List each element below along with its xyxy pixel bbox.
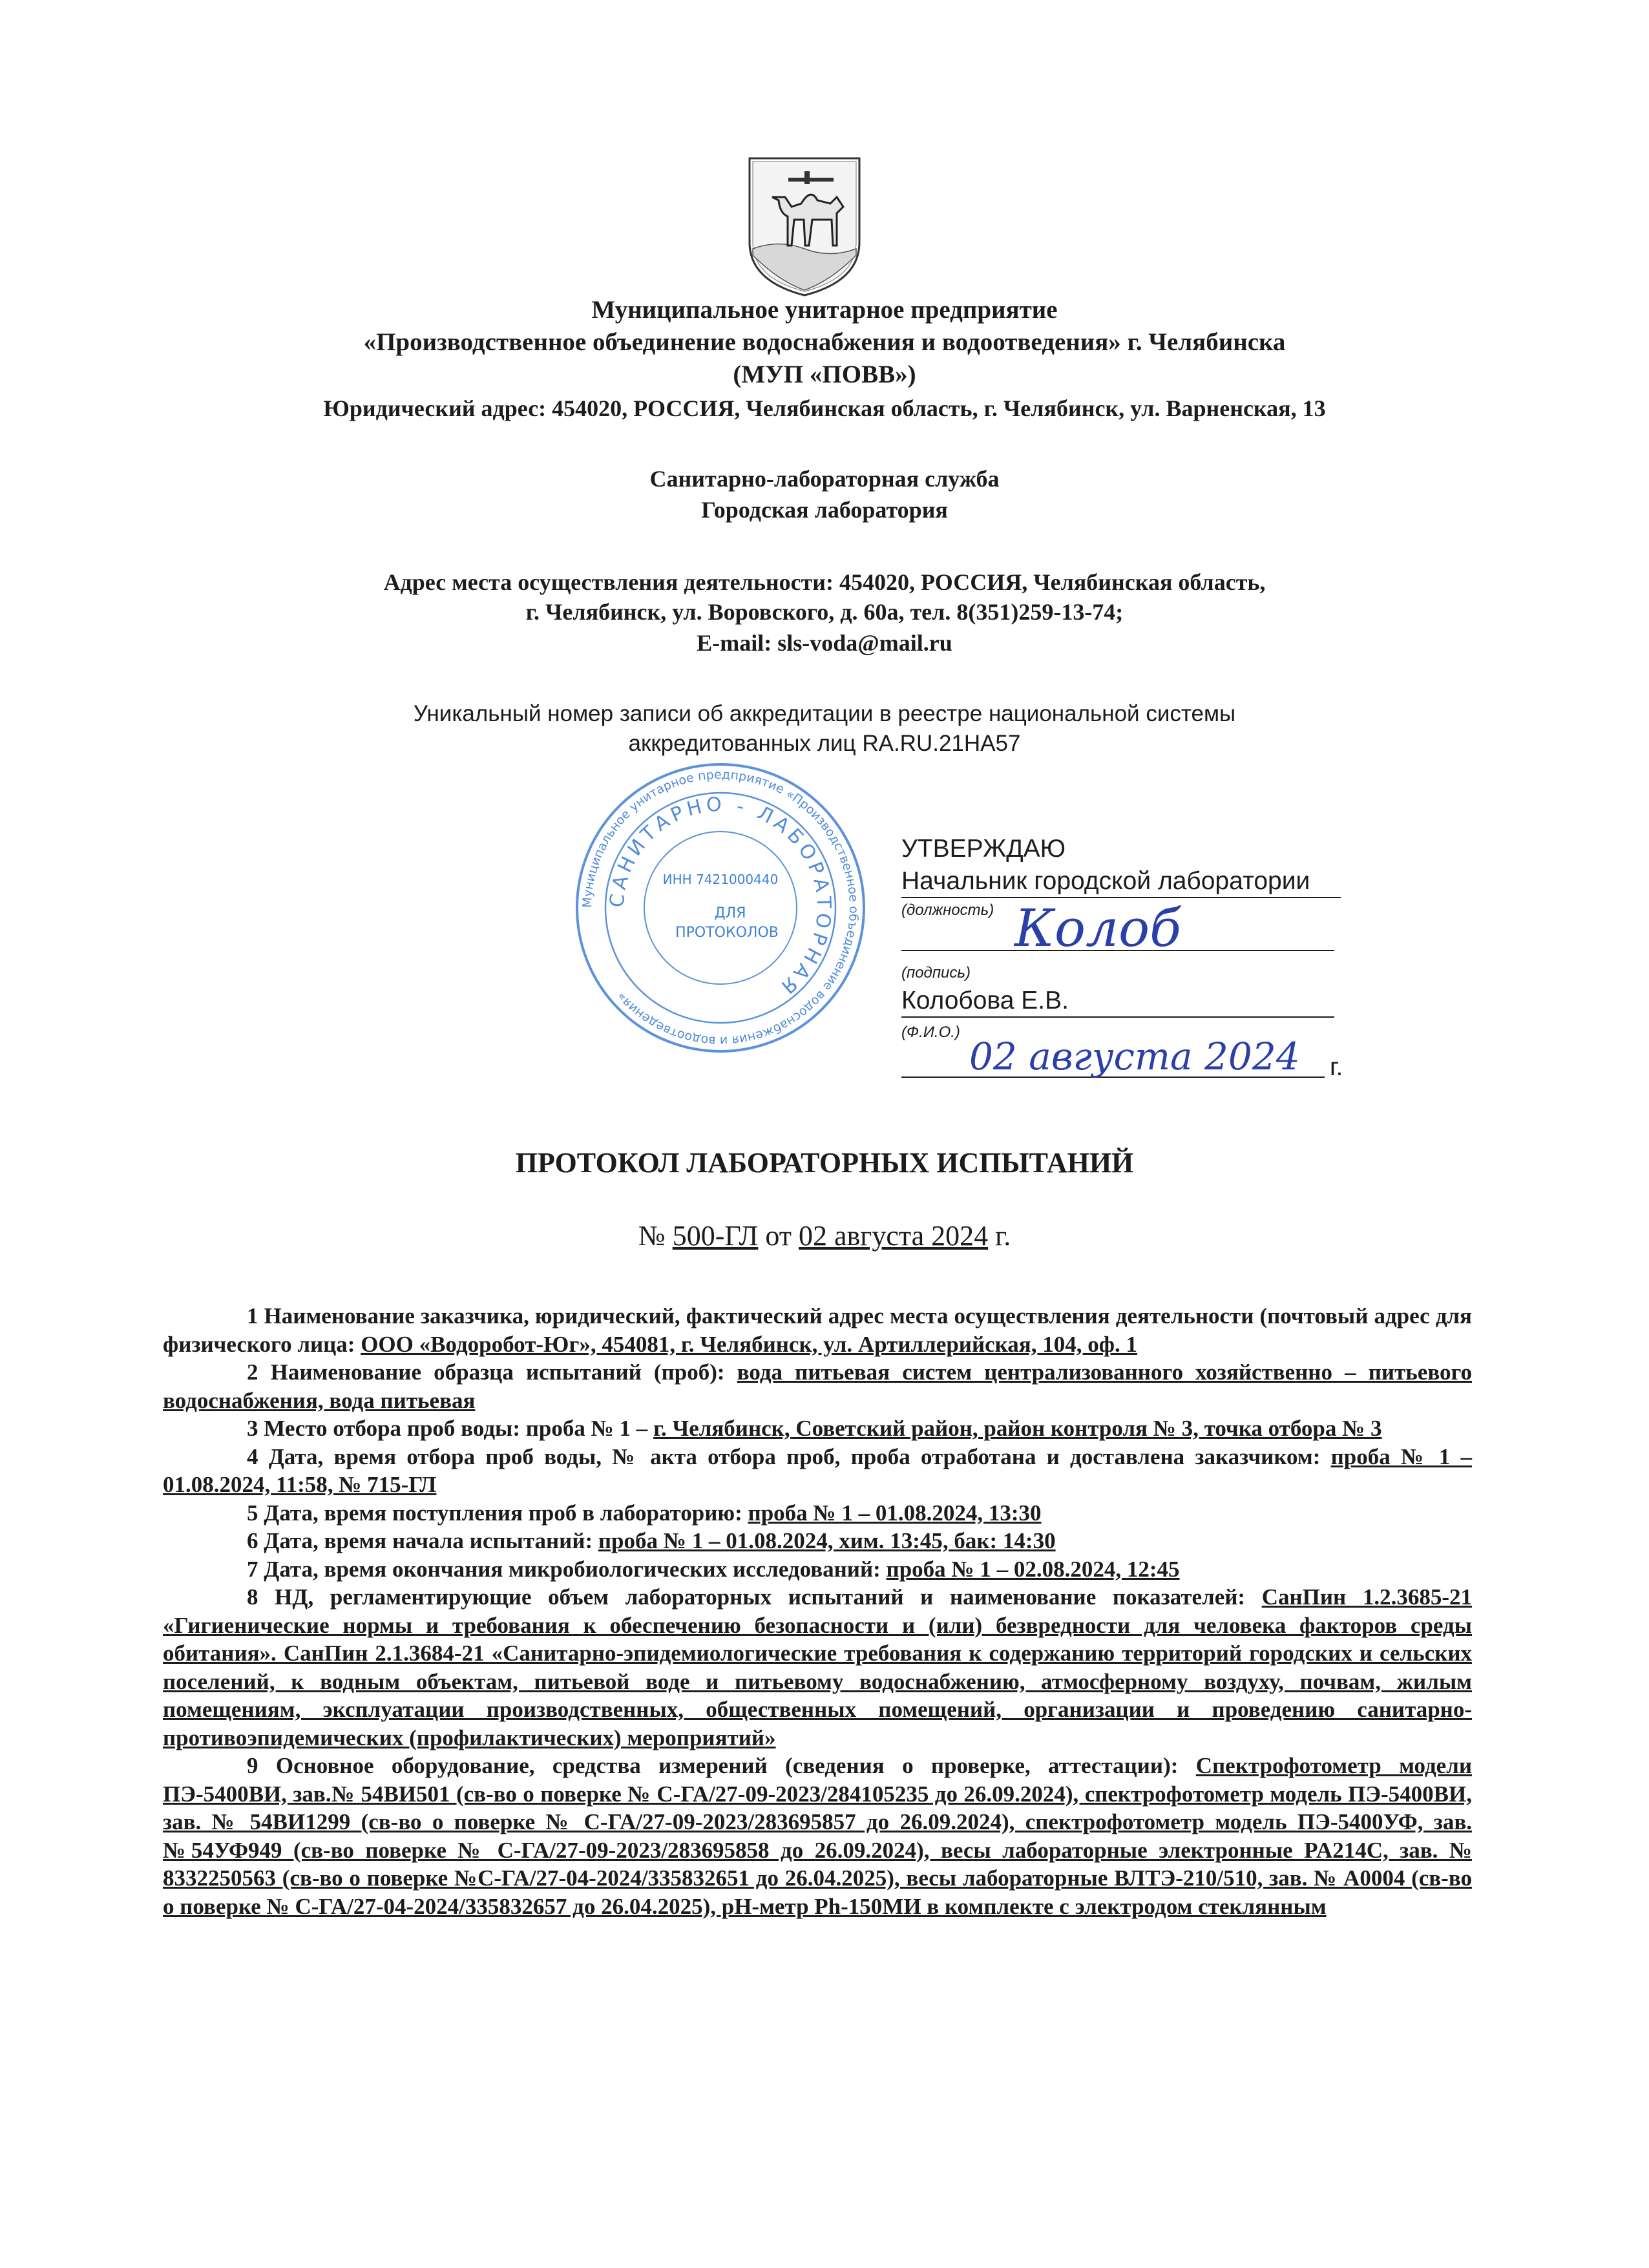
svg-text:САНИТАРНО - ЛАБОРАТОРНАЯ bbox=[606, 793, 835, 1000]
protocol-number-line bbox=[0, 1218, 1649, 1254]
protocol-from: от bbox=[758, 1220, 799, 1252]
item-7-value: проба № 1 – 02.08.2024, 12:45 bbox=[886, 1556, 1180, 1582]
handwritten-date: 02 августа 2024 bbox=[969, 1034, 1300, 1078]
item-test-end bbox=[163, 1555, 1472, 1584]
item-9-label: 9 Основное оборудование, средства измерений (сведения о проверке, аттестации): bbox=[247, 1753, 1196, 1778]
city-emblem-icon bbox=[740, 152, 869, 300]
item-customer bbox=[163, 1302, 1472, 1358]
protocol-date: 02 августа 2024 bbox=[798, 1220, 989, 1252]
service-name: Санитарно-лабораторная служба bbox=[649, 466, 1000, 492]
item-2-value: вода питьевая систем централизованного хозяйственно – питьевого водоснабжения, вода питьевая bbox=[163, 1360, 1473, 1413]
lab-name: Городская лаборатория bbox=[701, 497, 948, 523]
stamp-purpose-1: ДЛЯ bbox=[714, 905, 746, 921]
activity-address-line-1: Адрес места осуществления деятельности: 454020, РОССИЯ, Челябинская область, bbox=[383, 569, 1266, 595]
year-suffix: г. bbox=[1330, 1053, 1343, 1081]
activity-address-line-2: г. Челябинск, ул. Воровского, д. 60а, тел. 8(351)259-13-74; bbox=[525, 599, 1124, 625]
org-short-name: (МУП «ПОВВ») bbox=[733, 361, 916, 388]
item-3-value: г. Челябинск, Советский район, район контроля № 3, точка отбора № 3 bbox=[653, 1416, 1382, 1441]
item-6-label: 6 Дата, время начала испытаний: bbox=[247, 1528, 598, 1553]
stamp-purpose-2: ПРОТОКОЛОВ bbox=[675, 925, 779, 941]
item-5-value: проба № 1 – 01.08.2024, 13:30 bbox=[748, 1500, 1042, 1526]
approve-heading: УТВЕРЖДАЮ bbox=[901, 835, 1066, 863]
name-caption: (Ф.И.О.) bbox=[901, 1024, 960, 1041]
protocol-prefix: № bbox=[638, 1220, 673, 1252]
stamp-inner-text: САНИТАРНО - ЛАБОРАТОРНАЯ bbox=[605, 793, 835, 1000]
approver-name: Колобова Е.В. bbox=[901, 985, 1334, 1018]
item-sampling-date bbox=[163, 1443, 1472, 1499]
laboratory-stamp bbox=[569, 756, 872, 1060]
item-receipt-date bbox=[163, 1499, 1472, 1528]
item-6-value: проба № 1 – 01.08.2024, хим. 13:45, бак: 14:30 bbox=[598, 1528, 1056, 1553]
org-name: «Производственное объединение водоснабжения и водоотведения» г. Челябинска bbox=[363, 328, 1286, 356]
item-4-value: проба № 1 –01.08.2024, 11:58, № 715-ГЛ bbox=[163, 1444, 1472, 1497]
item-8-label: 8 НД, регламентирующие объем лабораторных испытаний и наименование показателей: bbox=[247, 1584, 1262, 1610]
legal-address: Юридический адрес: 454020, РОССИЯ, Челябинская область, г. Челябинск, ул. Варненская, 13 bbox=[323, 395, 1326, 421]
item-7-label: 7 Дата, время окончания микробиологических исследований: bbox=[247, 1556, 887, 1582]
item-3-label: 3 Место отбора проб воды: проба № 1 – bbox=[247, 1416, 654, 1441]
item-8-value: СанПин 1.2.3685-21 «Гигиенические нормы и требования к обеспечению безопасности и (или) безвредности для человека факторов среды обитания». СанПин 2.1.3684-21 «Санитарно-эпидемиологические требования к содержанию территорий городских и сельских поселений, к водным объектам, питьевой воде и питьевому водоснабжению, атмосферному воздуху, почвам, жилым помещениям, эксплуатации производственных, общественных помещений, организации и проведению санитарно-противоэпидемических (профилактических) мероприятий» bbox=[163, 1584, 1472, 1750]
item-equipment bbox=[163, 1752, 1472, 1920]
item-test-start bbox=[163, 1527, 1472, 1555]
item-1-label: 1 Наименование заказчика, юридический, фактический адрес места осуществления деятельности (почтовый адрес для физического лица: bbox=[163, 1303, 1472, 1357]
item-normative-docs bbox=[163, 1583, 1472, 1752]
protocol-suffix: г. bbox=[988, 1220, 1011, 1252]
item-sampling-place bbox=[163, 1414, 1472, 1443]
handwritten-signature: Колоб bbox=[1014, 898, 1182, 958]
item-9-value: Спектрофотометр модели ПЭ-5400ВИ, зав.№ 54ВИ501 (св-во о поверке № С-ГА/27-09-2023/284105235 до 26.09.2024), спектрофотометр модель ПЭ-5400ВИ, зав. № 54ВИ1299 (св-во о поверке № С-ГА/27-09-2023/283695857 до 26.09.2024), спектрофотометр модель ПЭ-5400УФ, зав. №54УФ949 (св-во поверке № С-ГА/27-09-2023/283695858 до 26.09.2024), весы лабораторные электронные PA214C, зав. № 8332250563 (св-во о поверке №С-ГА/27-04-2024/335832651 до 26.04.2025), весы лабораторные ВЛТЭ-210/510, зав. № А0004 (св-во о поверке № С-ГА/27-04-2024/335832657 до 26.04.2025), pH-метр Ph-150МИ в комплекте с электродом стеклянным bbox=[163, 1753, 1472, 1919]
position-caption: (должность) bbox=[901, 901, 994, 919]
item-1-value: ООО «Водоробот-Юг», 454081, г. Челябинск, ул. Артиллерийская, 104, оф. 1 bbox=[361, 1331, 1137, 1357]
protocol-number: 500-ГЛ bbox=[672, 1220, 759, 1252]
accreditation-line-1: Уникальный номер записи об аккредитации в реестре национальной системы bbox=[413, 701, 1236, 726]
stamp-outer-text: Муниципальное унитарное предприятие «Производственное объединение водоснабжения и водоотведения» bbox=[580, 767, 861, 1049]
item-5-label: 5 Дата, время поступления проб в лабораторию: bbox=[247, 1500, 748, 1526]
protocol-title: ПРОТОКОЛ ЛАБОРАТОРНЫХ ИСПЫТАНИЙ bbox=[515, 1147, 1134, 1179]
item-4-label: 4 Дата, время отбора проб воды, № акта отбора проб, проба отработана и доставлена заказчиком: bbox=[247, 1444, 1331, 1469]
signature-caption: (подпись) bbox=[901, 964, 971, 982]
org-type: Муниципальное унитарное предприятие bbox=[591, 296, 1058, 324]
email: E-mail: sls-voda@mail.ru bbox=[697, 630, 952, 656]
approver-position: Начальник городской лаборатории bbox=[901, 866, 1341, 898]
protocol-body bbox=[163, 1302, 1472, 1920]
item-sample-name bbox=[163, 1358, 1472, 1414]
stamp-inn: ИНН 7421000440 bbox=[662, 872, 779, 887]
item-2-label: 2 Наименование образца испытаний (проб): bbox=[247, 1360, 737, 1385]
accreditation-line-2: аккредитованных лиц RA.RU.21HA57 bbox=[628, 731, 1021, 756]
